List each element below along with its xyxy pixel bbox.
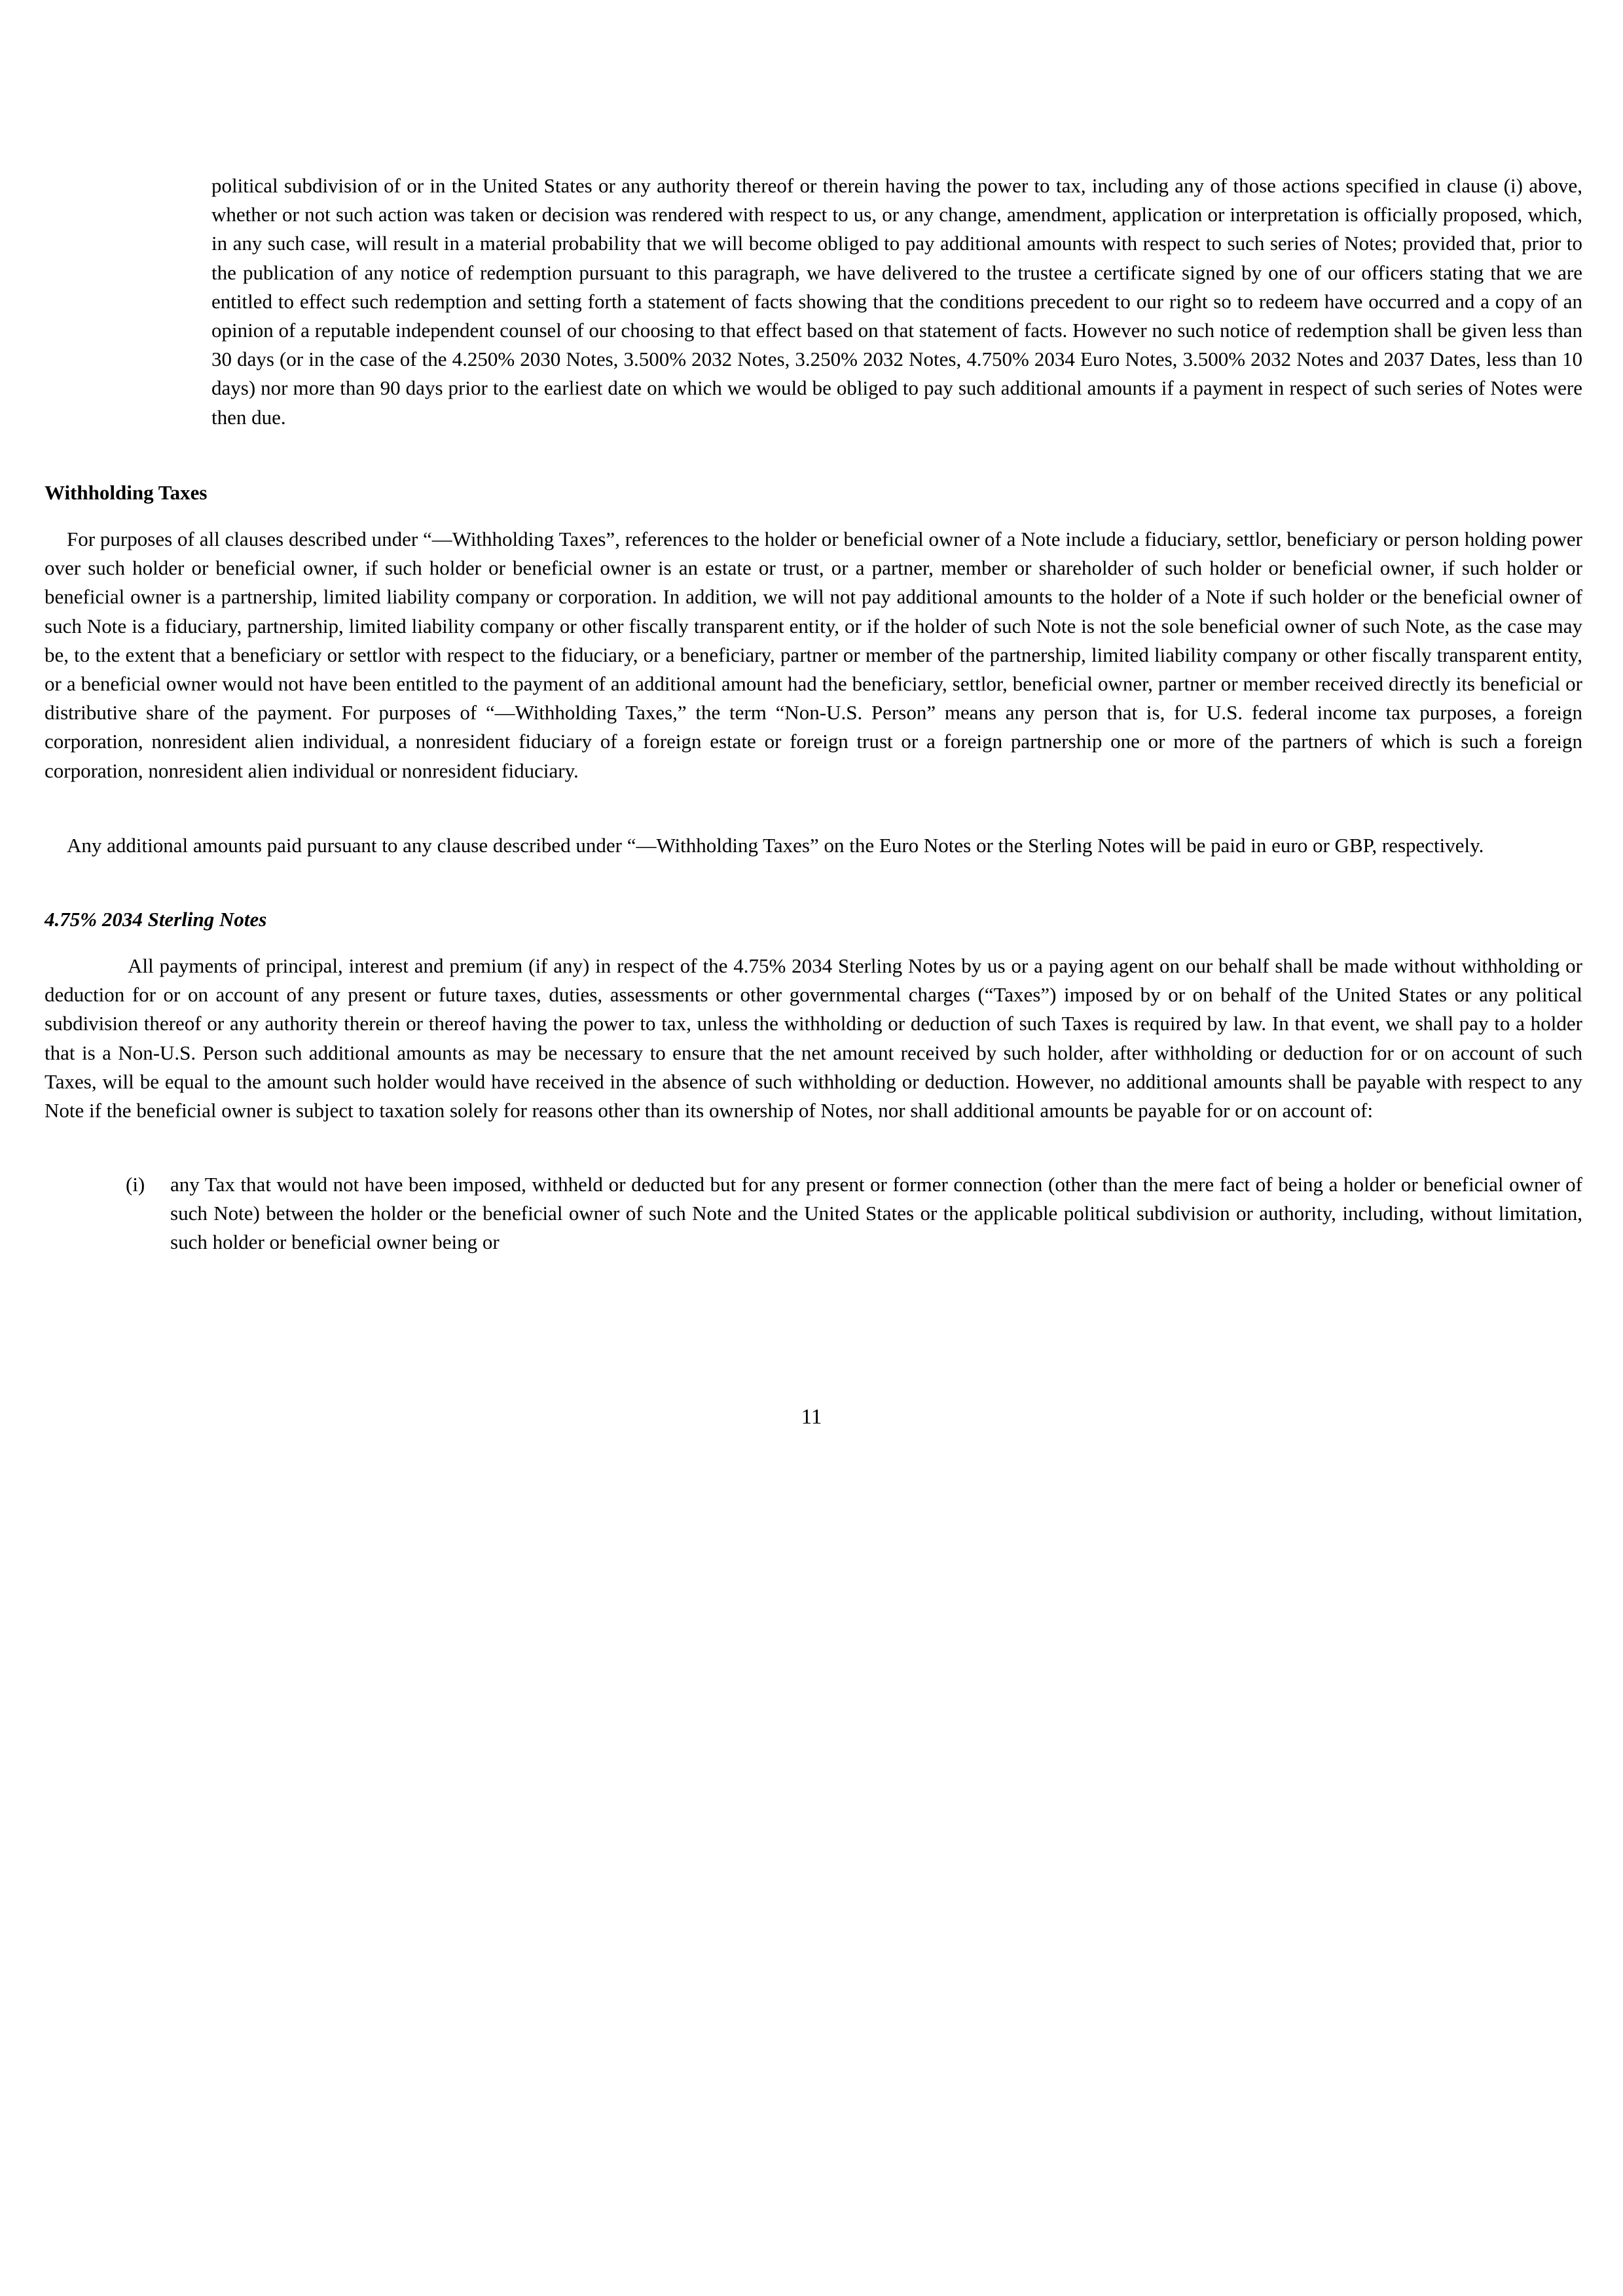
withholding-paragraph-2: Any additional amounts paid pursuant to any clause described under “—Withholding Taxes” on the Euro Notes or the Sterling Notes will be paid in euro or GBP, respectively. — [67, 834, 1484, 857]
list-item-text — [170, 1170, 1582, 1257]
withholding-taxes-heading: Withholding Taxes — [45, 481, 208, 504]
continuation-paragraph: political subdivision of or in the United States or any authority thereof or therein having the power to tax, including any of those actions specified in clause (i) above, whether or not such action was taken or decision was rendered with respect to us, or any change, amendment, application or interpretation is officially proposed, which, in any such case, will result in a material probability that we will become obliged to pay additional amounts with respect to such series of Notes; provided that, prior to the publication of any notice of redemption pursuant to this paragraph, we have delivered to the trustee a certificate signed by one of our officers stating that we are entitled to effect such redemption and setting forth a statement of facts showing that the conditions precedent to our right so to redeem have occurred and a copy of an opinion of a reputable independent counsel of our choosing to that effect based on that statement of facts. However no such notice of redemption shall be given less than 30 days (or in the case of the 4.250% 2030 Notes, 3.500% 2032 Notes, 3.250% 2032 Notes, 4.750% 2034 Euro Notes, 3.500% 2032 Notes and 2037 Dates, less than 10 days) nor more than 90 days prior to the earliest date on which we would be obliged to pay such additional amounts if a payment in respect of such series of Notes were then due. — [211, 174, 1582, 429]
sterling-notes-heading: 4.75% 2034 Sterling Notes — [45, 908, 267, 931]
list-item-text-content: any Tax that would not have been imposed, withheld or deducted but for any present or former connection (other than the mere fact of being a holder or beneficial owner of such Note) between the holder or the beneficial owner of such Note and the United States or the applicable political subdivision or authority, including, without limitation, such holder or beneficial owner being or — [170, 1173, 1582, 1254]
withholding-paragraph-1: For purposes of all clauses described under “—Withholding Taxes”, references to the holder or beneficial owner of a Note include a fiduciary, settlor, beneficiary or person holding power over such holder or beneficial owner, if such holder or beneficial owner is an estate or trust, or a partner, member or shareholder of such holder or beneficial owner, if such holder or beneficial owner is a partnership, limited liability company or corporation. In addition, we will not pay additional amounts to the holder of a Note if such holder or the beneficial owner of such Note is a fiduciary, partnership, limited liability company or other fiscally transparent entity, or if the holder of such Note is not the sole beneficial owner of such Note, as the case may be, to the extent that a beneficiary or settlor with respect to the fiduciary, or a beneficiary, partner or member of the partnership, limited liability company or other fiscally transparent entity, or a beneficial owner would not have been entitled to the payment of an additional amount had the beneficiary, settlor, beneficial owner, partner or member received directly its beneficial or distributive share of the payment. For purposes of “—Withholding Taxes,” the term “Non-U.S. Person” means any person that is, for U.S. federal income tax purposes, a foreign corporation, nonresident alien individual, a nonresident fiduciary of a foreign estate or foreign trust or a foreign partnership one or more of the partners of which is such a foreign corporation, nonresident alien individual or nonresident fiduciary. — [45, 528, 1582, 782]
sterling-notes-paragraph: All payments of principal, interest and premium (if any) in respect of the 4.75% 2034 Sterling Notes by us or a paying agent on our behalf shall be made without withholding or deduction for or on account of any present or future taxes, duties, assessments or other governmental charges (“Taxes”) imposed by or on behalf of the United States or any political subdivision thereof or any authority therein or thereof having the power to tax, unless the withholding or deduction of such Taxes is required by law. In that event, we shall pay to a holder that is a Non-U.S. Person such additional amounts as may be necessary to ensure that the net amount received by such holder, after withholding or deduction for or on account of such Taxes, will be equal to the amount such holder would have received in the absence of such withholding or deduction. However, no additional amounts shall be payable with respect to any Note if the beneficial owner is subject to taxation solely for reasons other than its ownership of Notes, nor shall additional amounts be payable for or on account of: — [45, 954, 1582, 1122]
list-item-marker: (i) — [126, 1173, 145, 1196]
page-number: 11 — [801, 1405, 822, 1429]
